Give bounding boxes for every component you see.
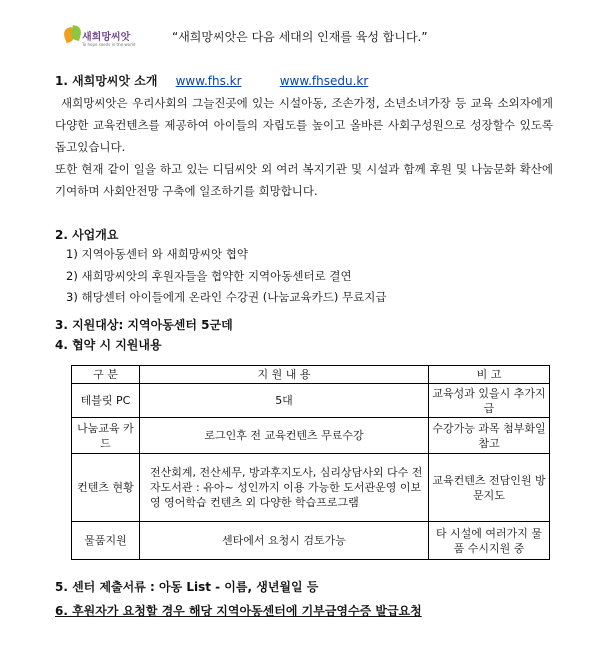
list-item: 1) 지역아동센터 와 새희망씨앗 협약 bbox=[66, 247, 248, 261]
row-category: 나눔교육 카드 bbox=[72, 418, 140, 454]
fhsedu-link[interactable]: www.fhsedu.kr bbox=[279, 74, 369, 88]
section-3-title: 3. 지원대상: 지역아동센터 5군데 bbox=[55, 318, 233, 332]
row-category: 테블릿 PC bbox=[72, 384, 140, 418]
row-note: 타 시설에 여러가지 물품 수시지원 중 bbox=[429, 522, 550, 560]
header-content: 지 원 내 용 bbox=[140, 366, 429, 384]
logo-text: 새희망씨앗 bbox=[82, 32, 131, 43]
table-row bbox=[72, 418, 550, 454]
slogan: “새희망씨앗은 다음 세대의 인재를 육성 합니다.” bbox=[172, 30, 428, 44]
table-row bbox=[72, 384, 550, 418]
intro-paragraph: 새희망씨앗은 우리사회의 그늘진곳에 있는 시설아동, 조손가정, 소년소녀가장 등 교육 소외자에게 다양한 교육컨텐츠를 제공하여 아이들의 자립도를 높이고 올바른 사회구성원으로 성장할수 있도록 돕고있습니다. bbox=[55, 96, 553, 154]
section-1-body bbox=[55, 92, 553, 202]
list-item: 2) 새희망씨앗의 후원자들을 협약한 지역아동센터로 결연 bbox=[66, 268, 352, 283]
section-1-title: 1. 새희망씨앗 소개 bbox=[55, 74, 158, 88]
mission-paragraph: 또한 현재 같이 일을 하고 있는 디딤씨앗 외 여러 복지기관 및 시설과 함께 후원 및 나눔문화 확산에 기여하며 사회안전망 구축에 일조하기를 희망합니다. bbox=[55, 162, 553, 198]
row-note: 수강가능 과목 첨부화일 참고 bbox=[429, 418, 550, 454]
logo-tagline: To hope seeds in the world bbox=[82, 42, 136, 47]
row-note: 교육성과 있을시 추가지급 bbox=[429, 384, 550, 418]
row-category: 컨텐츠 현황 bbox=[72, 454, 140, 522]
row-content: 센타에서 요청시 검토가능 bbox=[140, 522, 429, 560]
table-row bbox=[72, 522, 550, 560]
table-header-row bbox=[72, 366, 550, 384]
list-item: 3) 해당센터 아이들에게 온라인 수강권 (나눔교육카드) 무료지급 bbox=[66, 290, 387, 304]
row-content: 로그인후 전 교육컨텐츠 무료수강 bbox=[140, 418, 429, 454]
row-content: 전산회계, 전산세무, 방과후지도사, 심리상담사외 다수 전자도서관 : 유아~ 성인까지 이용 가능한 도서관운영 이보영 영어학습 컨텐츠 외 다양한 학습프로그램 bbox=[140, 454, 429, 522]
row-note: 교육컨텐츠 전담인원 방문지도 bbox=[429, 454, 550, 522]
header-category: 구 분 bbox=[72, 366, 140, 384]
section-4-title: 4. 협약 시 지원내용 bbox=[55, 338, 162, 352]
row-content: 5대 bbox=[140, 384, 429, 418]
section-6-title: 6. 후원자가 요청할 경우 해당 지역아동센터에 기부금영수증 발급요청 bbox=[55, 604, 422, 618]
table-row bbox=[72, 454, 550, 522]
header-note: 비 고 bbox=[429, 366, 550, 384]
fhs-link[interactable]: www.fhs.kr bbox=[175, 74, 242, 88]
logo bbox=[62, 22, 142, 52]
section-1-heading bbox=[55, 72, 368, 89]
support-table bbox=[71, 365, 550, 560]
section-2-list bbox=[66, 244, 386, 309]
section-5-title: 5. 센터 제출서류 : 아동 List - 이름, 생년월일 등 bbox=[55, 580, 319, 594]
row-category: 물품지원 bbox=[72, 522, 140, 560]
section-2-title: 2. 사업개요 bbox=[55, 228, 119, 242]
